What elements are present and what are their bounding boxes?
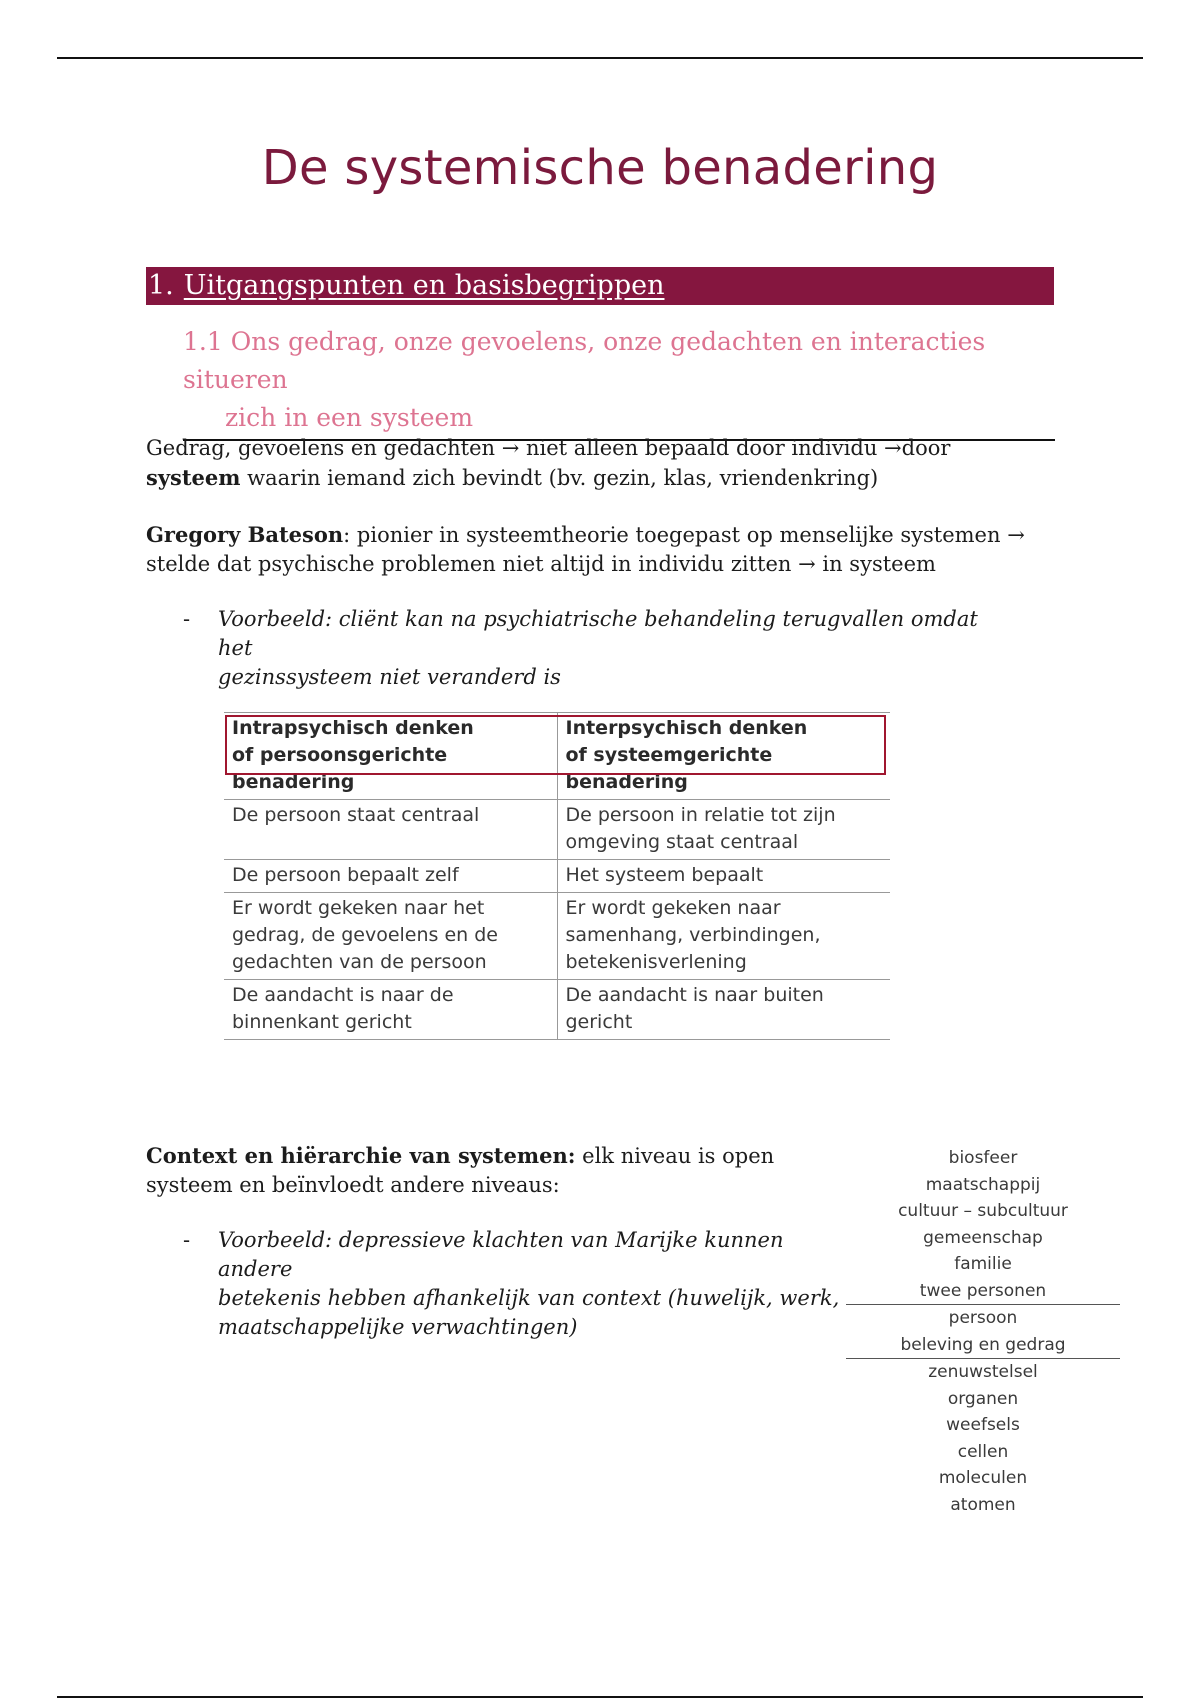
heading-section-1-number: 1. xyxy=(148,270,174,301)
bullet-line: gezinssysteem niet veranderd is xyxy=(218,665,561,689)
bullet-line: Voorbeeld: cliënt kan na psychiatrische behandeling terugvallen omdat het xyxy=(218,607,978,660)
heading-section-1-title[interactable]: Uitgangspunten en basisbegrippen xyxy=(183,270,665,301)
bullet-example-client xyxy=(183,605,1003,692)
header-line: Interpsychisch denken xyxy=(565,717,808,739)
bottom-rule xyxy=(57,1696,1143,1698)
table-cell: Het systeem bepaalt xyxy=(557,860,890,893)
heading-section-1-1-line1: Ons gedrag, onze gevoelens, onze gedachten en interacties situeren xyxy=(183,327,986,394)
hierarchy-level: atomen xyxy=(950,1494,1016,1515)
paragraph-line: systeem en beïnvloedt andere niveaus: xyxy=(146,1173,560,1197)
header-line: of persoonsgerichte benadering xyxy=(232,744,448,793)
paragraph-line xyxy=(146,520,1046,550)
bold-term-systeem: systeem xyxy=(146,465,241,490)
table-cell: De persoon bepaalt zelf xyxy=(224,860,557,893)
heading-section-1-1-line2: zich in een systeem xyxy=(225,403,474,432)
hierarchy-level: cultuur – subcultuur xyxy=(898,1201,1068,1221)
paragraph-line xyxy=(146,1141,786,1171)
bullet-line: betekenis hebben afhankelijk van context (huwelijk, werk, xyxy=(218,1286,840,1310)
paragraph-context-hierarchy xyxy=(146,1141,786,1200)
header-line: of systeemgerichte benadering xyxy=(565,744,773,793)
hierarchy-level: zenuwstelsel xyxy=(928,1362,1038,1382)
top-rule xyxy=(57,57,1143,59)
bullet-dash: - xyxy=(183,1228,191,1252)
paragraph-line: stelde dat psychische problemen niet altijd in individu zitten → in systeem xyxy=(146,552,936,576)
hierarchy-level: gemeenschap xyxy=(923,1227,1043,1248)
hierarchy-level: maatschappij xyxy=(925,1174,1041,1195)
table-cell: Er wordt gekeken naar het gedrag, de gevoelens en de gedachten van de persoon xyxy=(224,893,557,980)
table-row xyxy=(224,860,890,893)
table-header-highlight-box xyxy=(225,715,886,775)
bold-term-context: Context en hiërarchie van systemen: xyxy=(146,1143,576,1168)
paragraph-text: elk niveau is open xyxy=(575,1144,775,1168)
hierarchy-level: weefsels xyxy=(946,1415,1020,1435)
hierarchy-level: persoon xyxy=(948,1308,1018,1328)
table-row xyxy=(224,980,890,1040)
hierarchy-level: organen xyxy=(947,1388,1019,1409)
table-cell: Er wordt gekeken naar samenhang, verbindingen, betekenisverlening xyxy=(557,893,890,980)
bullet-line: maatschappelijke verwachtingen) xyxy=(218,1315,578,1339)
header-line: Intrapsychisch denken xyxy=(232,717,474,739)
systems-hierarchy-list xyxy=(846,1145,1120,1518)
paragraph-bateson xyxy=(146,520,1046,579)
heading-section-1-1 xyxy=(183,323,1055,441)
table-cell: De persoon staat centraal xyxy=(224,800,557,860)
heading-section-1-1-number: 1.1 xyxy=(183,327,223,356)
table-cell: De aandacht is naar buiten gericht xyxy=(557,980,890,1040)
document-title: De systemische benadering xyxy=(261,140,939,196)
table-cell: De persoon in relatie tot zijn omgeving staat centraal xyxy=(557,800,890,860)
paragraph-text: waarin iemand zich bevindt (bv. gezin, klas, vriendenkring) xyxy=(240,466,879,490)
paragraph-text: : pionier in systeemtheorie toegepast op menselijke systemen → xyxy=(343,523,1025,547)
table-row xyxy=(224,893,890,980)
bullet-example-marijke xyxy=(183,1226,843,1342)
paragraph-behaviour-system xyxy=(146,434,1046,493)
hierarchy-level: cellen xyxy=(957,1441,1009,1462)
paragraph-line: Gedrag, gevoelens en gedachten → niet alleen bepaald door individu →door xyxy=(146,436,951,460)
hierarchy-level: twee personen xyxy=(846,1278,1120,1306)
paragraph-line xyxy=(146,463,1046,493)
bold-term-bateson: Gregory Bateson xyxy=(146,522,344,547)
table-cell: De aandacht is naar de binnenkant gericht xyxy=(224,980,557,1040)
bullet-line: Voorbeeld: depressieve klachten van Marijke kunnen andere xyxy=(218,1228,784,1281)
hierarchy-level: moleculen xyxy=(938,1468,1028,1488)
hierarchy-level: familie xyxy=(954,1254,1012,1274)
bullet-dash: - xyxy=(183,607,191,631)
table-row xyxy=(224,800,890,860)
heading-section-1 xyxy=(146,267,1054,305)
hierarchy-level: beleving en gedrag xyxy=(846,1332,1120,1360)
hierarchy-level: biosfeer xyxy=(948,1148,1018,1168)
